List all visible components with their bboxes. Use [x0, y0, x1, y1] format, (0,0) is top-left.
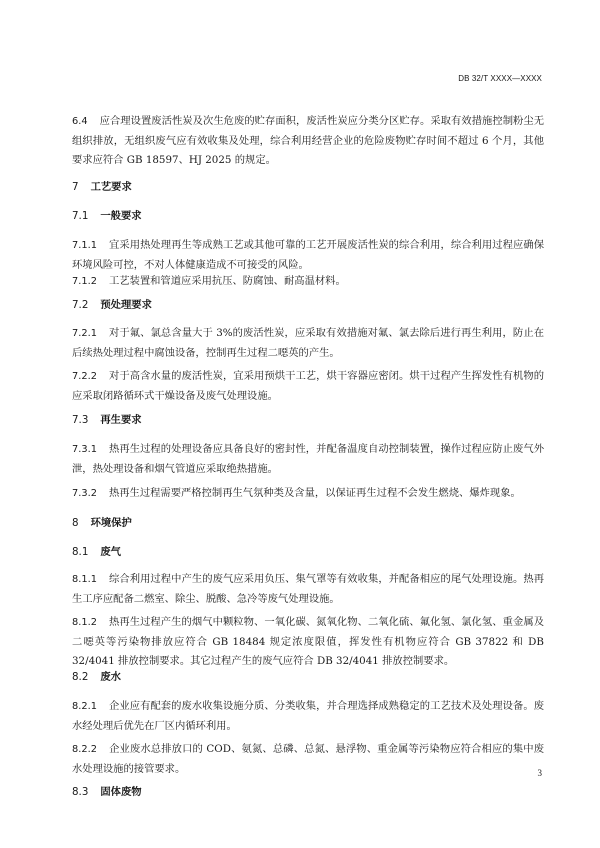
clause-text: 热再生过程的处理设备应具备良好的密封性，并配备温度自动控制装置，操作过程应防止废气外泄，热处理设备和烟气管道应采取绝热措施。 [72, 443, 544, 475]
clause-number: 7.1.2 [72, 276, 97, 287]
clause-number: 7.3.2 [72, 488, 97, 499]
section-7-3-heading [72, 411, 544, 431]
section-title: 废水 [100, 671, 121, 683]
clause-number: 8.2.1 [72, 701, 97, 712]
clause-text: 工艺装置和管道应采用抗压、防腐蚀、耐高温材料。 [108, 275, 346, 287]
section-8-1-heading [72, 543, 544, 563]
clause-text: 热再生过程产生的烟气中颗粒物、一氧化碳、氮氧化物、二氧化硫、氟化氢、氯化氢、重金属及二噁英等污染物排放应符合 GB 18484 规定浓度限值，挥发性有机物应符合 GB 37822 和 DB 32/4041 排放控制要求。其它过程产生的废气应符合 DB 32/4041 排放控制要求。 [72, 616, 544, 668]
section-number: 7.3 [72, 414, 89, 426]
clause-8-1-1 [72, 570, 544, 609]
clause-text: 企业废水总排放口的 COD、氨氮、总磷、总氮、悬浮物、重金属等污染物应符合相应的集中废水处理设施的接管要求。 [72, 743, 544, 775]
section-8-heading [72, 514, 544, 534]
clause-6-4 [72, 112, 544, 171]
section-number: 8.3 [72, 786, 89, 798]
section-7-2-heading [72, 296, 544, 316]
clause-number: 8.2.2 [72, 744, 97, 755]
clause-8-2-2 [72, 740, 544, 779]
section-number: 7 [72, 181, 79, 193]
section-7-1-heading [72, 207, 544, 227]
clause-text: 热再生过程需要严格控制再生气氛种类及含量，以保证再生过程不会发生燃烧、爆炸现象。 [108, 487, 521, 499]
section-8-2-heading [72, 668, 544, 688]
section-title: 再生要求 [100, 414, 142, 426]
section-title: 环境保护 [90, 517, 132, 529]
clause-number: 7.2.2 [72, 371, 97, 382]
clause-6-4-text: 6.4 应合理设置废活性炭及次生危废的贮存面积，废活性炭应分类分区贮存。采取有效措施控制粉尘无组织排放，无组织废气应有效收集及处理，综合利用经营企业的危险废物贮存时间不超过 6 个月，其他要求应符合 GB 18597、HJ 2025 的规定。 [72, 115, 544, 167]
section-number: 7.2 [72, 299, 89, 311]
clause-number: 8.1.2 [72, 617, 97, 628]
clause-7-2-2 [72, 367, 544, 406]
section-title: 工艺要求 [90, 181, 132, 193]
section-7-heading [72, 178, 544, 198]
clause-text: 企业应有配套的废水收集设施分质、分类收集，并合理选择成熟稳定的工艺技术及处理设备。废水经处理后优先在厂区内循环利用。 [72, 700, 544, 732]
clause-7-3-1 [72, 440, 544, 479]
clause-7-1-1 [72, 236, 544, 275]
document-code: DB 32/T XXXX—XXXX [458, 74, 542, 83]
clause-7-2-1 [72, 324, 544, 363]
section-number: 7.1 [72, 210, 89, 222]
section-title: 一般要求 [100, 210, 142, 222]
section-title: 预处理要求 [100, 299, 152, 311]
clause-number: 6.4 [72, 116, 88, 127]
section-number: 8 [72, 517, 79, 529]
section-number: 8.1 [72, 546, 89, 558]
clause-8-1-2 [72, 613, 544, 672]
section-title: 废气 [100, 546, 121, 558]
section-title: 固体废物 [100, 786, 142, 798]
clause-7-3-2 [72, 484, 544, 504]
clause-number: 7.3.1 [72, 444, 97, 455]
clause-text: 综合利用过程中产生的废气应采用负压、集气罩等有效收集，并配备相应的尾气处理设施。热再生工序应配备二燃室、除尘、脱酸、急冷等废气处理设施。 [72, 573, 544, 605]
clause-8-2-1 [72, 697, 544, 736]
clause-number: 7.2.1 [72, 328, 97, 339]
clause-number: 8.1.1 [72, 574, 97, 585]
section-8-3-heading [72, 783, 544, 803]
page-number: 3 [537, 768, 542, 778]
clause-number: 7.1.1 [72, 240, 97, 251]
clause-text: 对于高含水量的废活性炭，宜采用预烘干工艺，烘干容器应密闭。烘干过程产生挥发性有机物的应采取闭路循环式干燥设备及废气处理设施。 [72, 370, 544, 402]
clause-text: 宜采用热处理再生等成熟工艺或其他可靠的工艺开展废活性炭的综合利用，综合利用过程应确保环境风险可控，不对人体健康造成不可接受的风险。 [72, 239, 544, 271]
clause-text: 对于氟、氯总含量大于 3%的废活性炭，应采取有效措施对氟、氯去除后进行再生利用，防止在后续热处理过程中腐蚀设备，控制再生过程二噁英的产生。 [72, 327, 544, 359]
clause-7-1-2 [72, 272, 544, 292]
section-number: 8.2 [72, 671, 89, 683]
